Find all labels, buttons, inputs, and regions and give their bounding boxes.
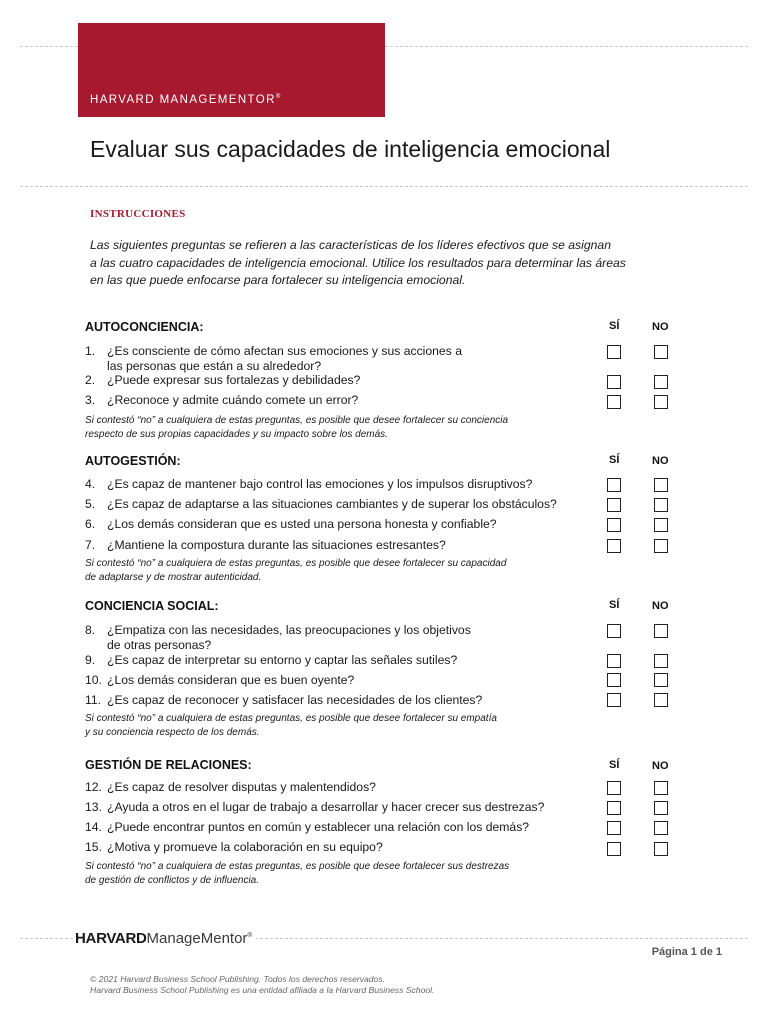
question-2: 2. ¿Puede expresar sus fortalezas y debilidades?: [85, 373, 361, 387]
question-15: 15. ¿Motiva y promueve la colaboración en su equipo?: [85, 840, 383, 854]
checkbox-q10-si[interactable]: [607, 673, 621, 687]
column-si-label: SÍ: [609, 320, 620, 332]
checkbox-q9-no[interactable]: [654, 654, 668, 668]
checkbox-q8-no[interactable]: [654, 624, 668, 638]
question-12: 12. ¿Es capaz de resolver disputas y malentendidos?: [85, 780, 376, 794]
checkbox-q15-si[interactable]: [607, 842, 621, 856]
checkbox-q2-no[interactable]: [654, 375, 668, 389]
checkbox-q3-no[interactable]: [654, 395, 668, 409]
column-si-label: SÍ: [609, 454, 620, 466]
section-heading: CONCIENCIA SOCIAL:: [85, 599, 219, 613]
checkbox-q14-no[interactable]: [654, 821, 668, 835]
checkbox-q2-si[interactable]: [607, 375, 621, 389]
column-no-label: NO: [652, 455, 669, 467]
question-11: 11. ¿Es capaz de reconocer y satisfacer las necesidades de los clientes?: [85, 693, 483, 707]
checkbox-q15-no[interactable]: [654, 842, 668, 856]
section-heading: AUTOGESTIÓN:: [85, 454, 181, 468]
section-heading: GESTIÓN DE RELACIONES:: [85, 758, 252, 772]
column-si-label: SÍ: [609, 759, 620, 771]
question-6: 6. ¿Los demás consideran que es usted una persona honesta y confiable?: [85, 517, 497, 531]
section-note: Si contestó “no” a cualquiera de estas preguntas, es posible que desee fortalecer su conciencia respecto de sus propias capacidades y su impacto sobre los demás.: [85, 415, 509, 440]
column-no-label: NO: [652, 321, 669, 333]
instructions-heading: INSTRUCCIONES: [90, 208, 186, 220]
checkbox-q9-si[interactable]: [607, 654, 621, 668]
checkbox-q6-no[interactable]: [654, 518, 668, 532]
column-si-label: SÍ: [609, 599, 620, 611]
checkbox-q1-si[interactable]: [607, 345, 621, 359]
title-dotted-rule: [20, 186, 748, 187]
checkbox-q12-si[interactable]: [607, 781, 621, 795]
checkbox-q5-no[interactable]: [654, 498, 668, 512]
column-no-label: NO: [652, 760, 669, 772]
footer-logo: HARVARDManageMentor®: [75, 930, 256, 947]
question-14: 14. ¿Puede encontrar puntos en común y establecer una relación con los demás?: [85, 820, 530, 834]
copyright-text: © 2021 Harvard Business School Publishing. Todos los derechos reservados. Harvard Business School Publishing es una entidad afiliada a la Harvard Business School.: [90, 974, 435, 995]
question-8: 8. ¿Empatiza con las necesidades, las preocupaciones y los objetivos de otras personas?: [85, 623, 471, 652]
question-1: 1. ¿Es consciente de cómo afectan sus emociones y sus acciones a las personas que están a su alrededor?: [85, 344, 462, 373]
checkbox-q13-no[interactable]: [654, 801, 668, 815]
question-10: 10. ¿Los demás consideran que es buen oyente?: [85, 673, 355, 687]
page-number: Página 1 de 1: [651, 946, 722, 958]
question-4: 4. ¿Es capaz de mantener bajo control las emociones y los impulsos disruptivos?: [85, 477, 533, 491]
checkbox-q4-no[interactable]: [654, 478, 668, 492]
section-note: Si contestó “no” a cualquiera de estas preguntas, es posible que desee fortalecer sus destrezas de gestión de conflictos y de influencia.: [85, 861, 510, 886]
section-note: Si contestó “no” a cualquiera de estas preguntas, es posible que desee fortalecer su capacidad de adaptarse y de mostrar autenticidad.: [85, 558, 507, 583]
instructions-text: Las siguientes preguntas se refieren a las características de los líderes efectivos que se asignan a las cuatro capacidades de inteligencia emocional. Utilice los resultados para determinar las áreas en las que puede enfocarse para fortalecer su inteligencia emocional.: [90, 238, 626, 287]
checkbox-q10-no[interactable]: [654, 673, 668, 687]
question-9: 9. ¿Es capaz de interpretar su entorno y captar las señales sutiles?: [85, 653, 458, 667]
question-13: 13. ¿Ayuda a otros en el lugar de trabajo a desarrollar y hacer crecer sus destrezas?: [85, 800, 545, 814]
checkbox-q13-si[interactable]: [607, 801, 621, 815]
question-7: 7. ¿Mantiene la compostura durante las situaciones estresantes?: [85, 538, 446, 552]
checkbox-q1-no[interactable]: [654, 345, 668, 359]
checkbox-q7-si[interactable]: [607, 539, 621, 553]
checkbox-q11-si[interactable]: [607, 693, 621, 707]
checkbox-q7-no[interactable]: [654, 539, 668, 553]
section-note: Si contestó “no” a cualquiera de estas preguntas, es posible que desee fortalecer su empatía y su conciencia respecto de los demás.: [85, 713, 497, 738]
checkbox-q8-si[interactable]: [607, 624, 621, 638]
section-heading: AUTOCONCIENCIA:: [85, 320, 204, 334]
checkbox-q4-si[interactable]: [607, 478, 621, 492]
column-no-label: NO: [652, 600, 669, 612]
brand-banner: [78, 23, 385, 117]
brand-logo-text: HARVARD MANAGEMENTOR®: [90, 94, 281, 106]
checkbox-q12-no[interactable]: [654, 781, 668, 795]
checkbox-q6-si[interactable]: [607, 518, 621, 532]
question-3: 3. ¿Reconoce y admite cuándo comete un error?: [85, 393, 359, 407]
checkbox-q5-si[interactable]: [607, 498, 621, 512]
checkbox-q11-no[interactable]: [654, 693, 668, 707]
question-5: 5. ¿Es capaz de adaptarse a las situaciones cambiantes y de superar los obstáculos?: [85, 497, 557, 511]
checkbox-q14-si[interactable]: [607, 821, 621, 835]
checkbox-q3-si[interactable]: [607, 395, 621, 409]
page-title: Evaluar sus capacidades de inteligencia emocional: [90, 136, 611, 162]
